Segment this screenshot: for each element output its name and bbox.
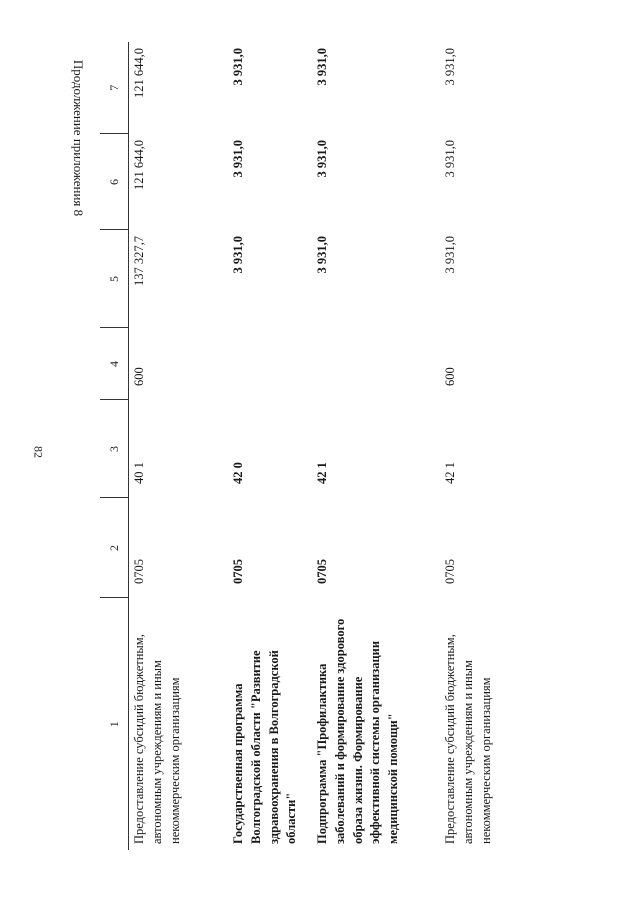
amount-col-5: 3 931,0 <box>443 236 457 274</box>
table-header-row <box>100 42 129 850</box>
column-header: 3 <box>100 400 129 498</box>
table-row <box>129 42 229 850</box>
expense-type-code: 600 <box>132 367 146 386</box>
table-row <box>228 42 312 850</box>
table-row <box>312 42 440 850</box>
target-article-code: 42 1 <box>443 462 457 484</box>
rotated-table-container <box>100 42 530 850</box>
row-name: Предоставление субсидий бюджетным, автономным учреждениям и иным некоммерческим организациям <box>443 634 493 844</box>
column-header: 6 <box>100 134 129 230</box>
section-code: 0705 <box>443 559 457 584</box>
target-article-code: 42 1 <box>315 462 329 484</box>
budget-table <box>100 42 532 850</box>
column-header: 7 <box>100 42 129 134</box>
row-name: Предоставление субсидий бюджетным, автономным учреждениям и иным некоммерческим организациям <box>132 634 182 844</box>
amount-col-7: 3 931,0 <box>231 48 245 86</box>
expense-type-code <box>228 328 312 400</box>
column-header: 5 <box>100 230 129 328</box>
amount-col-5: 137 327,7 <box>132 236 146 286</box>
row-name: Подпрограмма "Профилактика заболеваний и формирование здорового образа жизни. Формирование эффективной системы организации медицинской помощи" <box>315 618 400 844</box>
amount-col-7: 3 931,0 <box>443 48 457 86</box>
column-header: 4 <box>100 328 129 400</box>
amount-col-5: 3 931,0 <box>231 236 245 274</box>
section-code: 0705 <box>132 559 146 584</box>
page-number: 82 <box>31 446 46 458</box>
amount-col-7: 121 644,0 <box>132 48 146 98</box>
target-article-code: 42 0 <box>231 462 245 484</box>
section-code: 0705 <box>231 559 245 584</box>
amount-col-6: 3 931,0 <box>231 140 245 178</box>
continuation-label: Продолжение приложения 8 <box>71 59 86 217</box>
expense-type-code: 600 <box>443 367 457 386</box>
amount-col-6: 3 931,0 <box>315 140 329 178</box>
amount-col-6: 121 644,0 <box>132 140 146 190</box>
target-article-code: 40 1 <box>132 462 146 484</box>
expense-type-code <box>312 328 440 400</box>
column-header: 2 <box>100 498 129 598</box>
amount-col-6: 3 931,0 <box>443 140 457 178</box>
amount-col-5: 3 931,0 <box>315 236 329 274</box>
column-header: 1 <box>100 598 129 850</box>
amount-col-7: 3 931,0 <box>315 48 329 86</box>
row-name: Государственная программа Волгоградской области "Развитие здравоохранения в Волгоградской области" <box>231 650 299 844</box>
table-row <box>440 42 532 850</box>
section-code: 0705 <box>315 559 329 584</box>
